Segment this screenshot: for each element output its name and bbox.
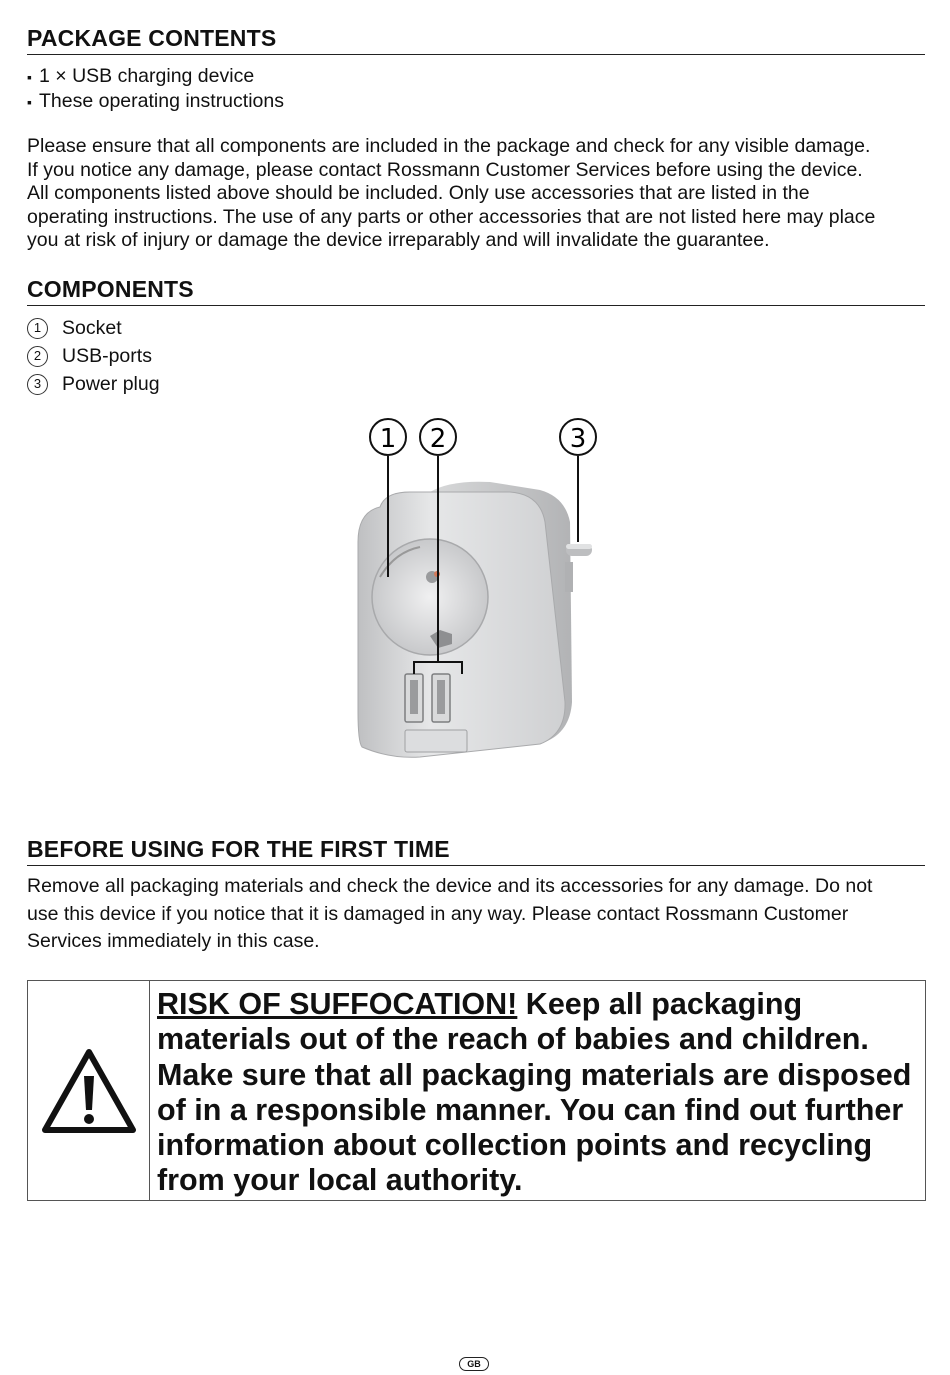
before-first-use-paragraph: Remove all packaging materials and check the device and its accessories for any damage. Do not use this device if you notice that it is damaged in any way. Please contact Rossmann Customer Services immediately in this case.	[27, 875, 873, 952]
number-badge: 3	[27, 374, 48, 395]
bullet-icon: ▪	[27, 69, 32, 85]
components-heading: COMPONENTS	[27, 275, 925, 306]
country-badge: GB	[459, 1357, 489, 1371]
callout-3	[560, 419, 596, 455]
risk-label: RISK OF SUFFOCATION!	[157, 987, 518, 1021]
bullet-icon: ▪	[27, 93, 32, 110]
warning-box	[27, 980, 926, 1201]
components-list	[27, 314, 160, 398]
package-contents-heading: PACKAGE CONTENTS	[27, 24, 925, 55]
svg-text:3: 3	[569, 424, 587, 454]
package-contents-list	[27, 65, 284, 114]
package-contents-paragraph: Please ensure that all components are included in the package and check for any visible damage. If you notice any damage, please contact Rossmann Customer Services before using the device. All components listed above should be included. Only use accessories that are listed in the operating instructions. The use of any parts or other accessories that are not listed here may place you at risk of injury or damage the device irreparably and will invalidate the guarantee.	[27, 135, 876, 251]
label-plate	[405, 730, 467, 752]
socket	[372, 539, 488, 655]
list-item: ▪ These operating instructions	[27, 90, 284, 115]
warning-triangle-icon	[39, 1046, 139, 1136]
usb-charger-illustration	[340, 412, 620, 782]
list-item: 2 USB-ports	[27, 342, 160, 370]
list-item: 3 Power plug	[27, 370, 160, 398]
svg-text:1: 1	[379, 424, 397, 454]
number-badge: 1	[27, 318, 48, 339]
number-badge: 2	[27, 346, 48, 367]
svg-text:2: 2	[429, 424, 447, 454]
list-item: ▪ 1 × USB charging device	[27, 65, 284, 90]
power-plug-pin	[565, 544, 592, 592]
callout-1	[370, 419, 406, 455]
list-item: 1 Socket	[27, 314, 160, 342]
callout-2	[420, 419, 456, 455]
warning-text: RISK OF SUFFOCATION! Keep all packaging materials out of the reach of babies and children. Make sure that all packaging materials are disposed of in a responsible manner. You can find out further information about collection points and recycling from your local authority.	[157, 987, 912, 1198]
warning-icon-cell	[28, 981, 150, 1200]
before-first-use-heading: BEFORE USING FOR THE FIRST TIME	[27, 835, 925, 866]
